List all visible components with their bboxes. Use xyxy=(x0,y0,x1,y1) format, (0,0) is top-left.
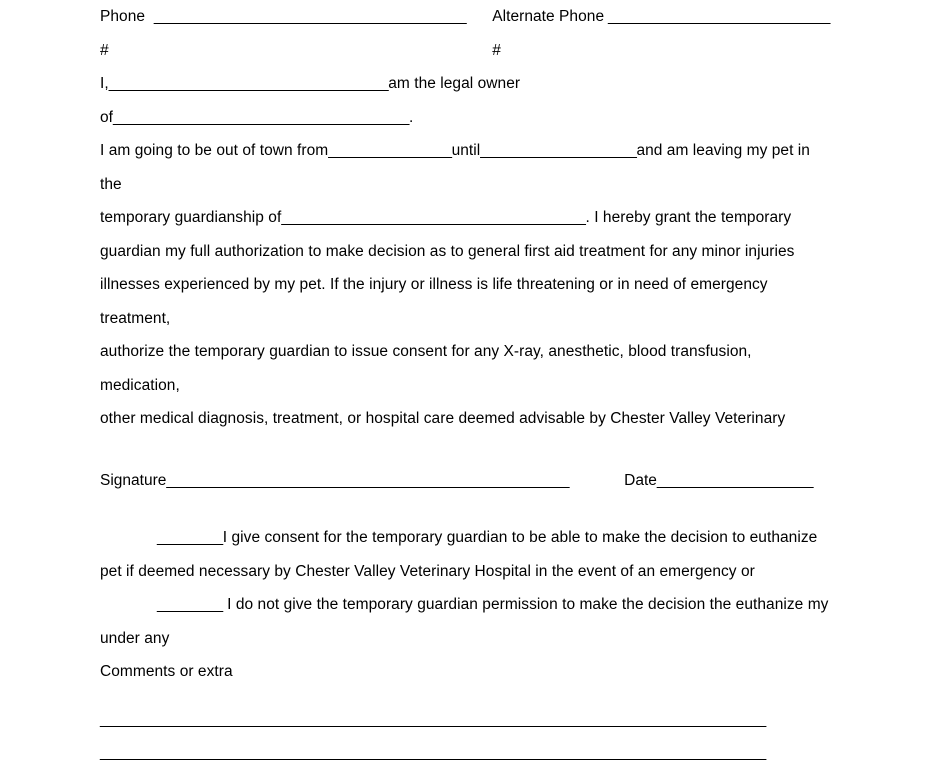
decline-blank: ________ xyxy=(157,596,223,613)
spacer-before-rules xyxy=(100,689,830,703)
trip-line-end: and am leaving my pet in the xyxy=(100,142,815,193)
trip-line-start: I am going to be out of town from xyxy=(100,142,329,159)
owner-line-mid: am the legal owner of xyxy=(100,75,525,126)
consent-line-2: pet if deemed necessary by Chester Valley Veterinary Hospital in the event of an emergency or xyxy=(100,562,755,580)
comments-label: Comments or extra xyxy=(100,663,233,680)
spacer-after-signature xyxy=(100,497,830,521)
decline-text-1: I do not give the temporary guardian permission to make the decision the euthanize my xyxy=(222,596,829,613)
owner-line-start: I, xyxy=(100,75,109,92)
date-label: Date xyxy=(624,471,657,489)
trip-until-blank: ___________________ xyxy=(480,142,637,159)
consent-line-1 xyxy=(100,521,830,555)
phone-blank: ______________________________________ xyxy=(153,8,467,25)
date-blank: ___________________ xyxy=(656,471,814,489)
decline-line-2: under any xyxy=(100,629,170,647)
alternate-phone-blank: ___________________________ xyxy=(608,8,830,25)
spacer-after-body xyxy=(100,436,830,464)
guardian-line-end: . I hereby grant the temporary xyxy=(585,209,792,226)
owner-line xyxy=(100,67,830,134)
decline-line-1 xyxy=(100,588,830,622)
owner-line-end: . xyxy=(408,108,414,126)
signature-row xyxy=(100,464,830,498)
signature-blank: _________________________________________________ xyxy=(166,471,570,489)
signature-label: Signature xyxy=(100,471,167,489)
comment-rule-2: _________________________________________________________________________________ xyxy=(100,744,766,761)
owner-pet-blank: ____________________________________ xyxy=(113,108,409,126)
alternate-phone-label: Alternate Phone # xyxy=(492,8,609,59)
body-line-2: illnesses experienced by my pet. If the injury or illness is life threatening or in need of emergency treatment, xyxy=(100,276,772,327)
body-line-1: guardian my full authorization to make decision as to general first aid treatment for any minor injuries xyxy=(100,242,795,260)
guardian-line-start: temporary guardianship of xyxy=(100,209,282,226)
trip-line xyxy=(100,134,830,201)
phone-label: Phone # xyxy=(100,8,150,59)
consent-text-1: I give consent for the temporary guardian to be able to make the decision to euthanize xyxy=(222,529,818,546)
comment-rule-1: _________________________________________________________________________________ xyxy=(100,710,766,728)
guardian-blank: _____________________________________ xyxy=(281,209,586,226)
body-line-4: other medical diagnosis, treatment, or hospital care deemed advisable by Chester Valley Veterinary xyxy=(100,410,786,427)
body-line-3: authorize the temporary guardian to issue consent for any X-ray, anesthetic, blood transfusion, medication, xyxy=(100,343,756,394)
trip-from-blank: _______________ xyxy=(328,142,452,159)
phone-line xyxy=(100,0,830,67)
owner-name-blank: __________________________________ xyxy=(108,75,389,92)
guardian-line xyxy=(100,201,830,235)
trip-until-label: until xyxy=(451,142,481,159)
consent-blank: ________ xyxy=(157,529,223,546)
